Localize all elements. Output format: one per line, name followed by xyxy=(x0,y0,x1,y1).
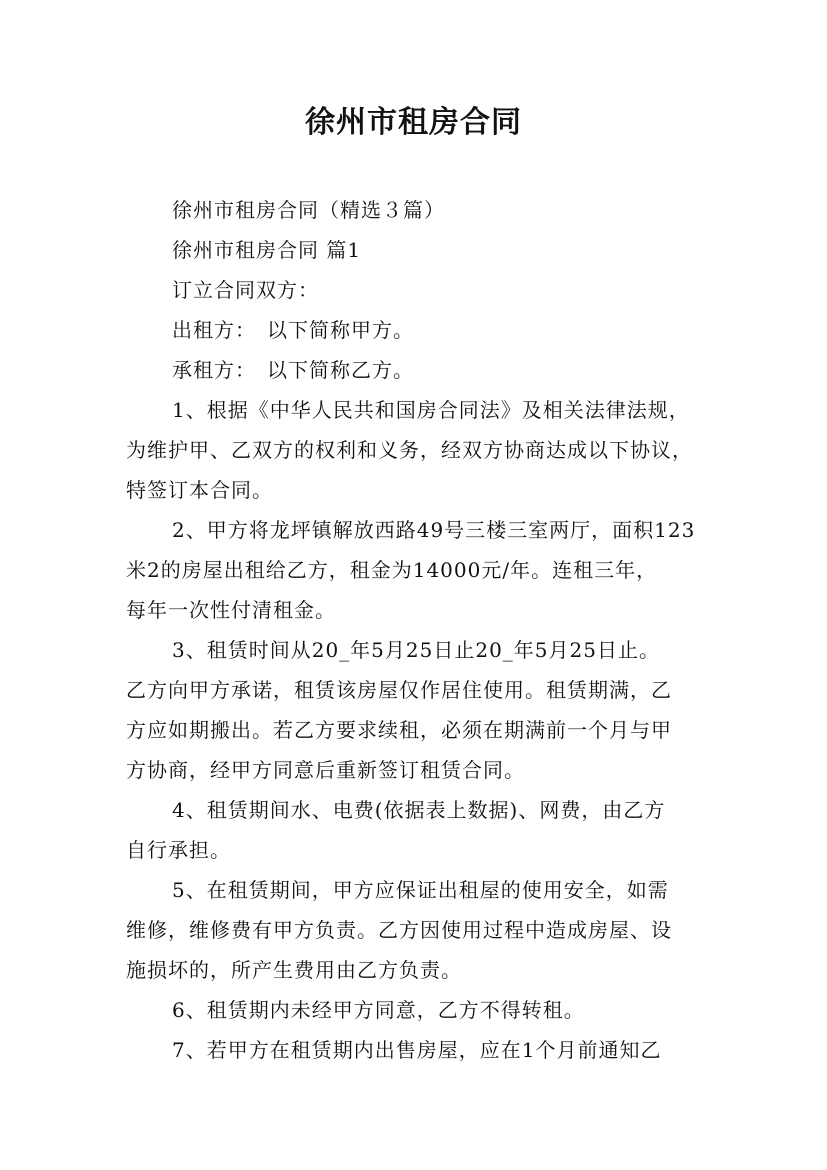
text-line: 7、若甲方在租赁期内出售房屋，应在1个月前通知乙 xyxy=(172,1038,662,1062)
text-line: 自行承担。 xyxy=(126,838,231,862)
text-line: 特签订本合同。 xyxy=(126,478,273,502)
text-line: 5、在租赁期间，甲方应保证出租屋的使用安全，如需 xyxy=(172,878,669,902)
text-line: 承租方： 以下简称乙方。 xyxy=(172,358,414,382)
text-line: 方应如期搬出。若乙方要求续租，必须在期满前一个月与甲 xyxy=(126,718,672,742)
text-line: 出租方： 以下简称甲方。 xyxy=(172,318,414,342)
text-line: 乙方向甲方承诺，租赁该房屋仅作居住使用。租赁期满，乙 xyxy=(126,678,672,702)
text-line: 2、甲方将龙坪镇解放西路49号三楼三室两厅，面积123 xyxy=(172,518,696,542)
document-title: 徐州市租房合同 xyxy=(305,105,522,140)
text-line: 1、根据《中华人民共和国房合同法》及相关法律法规， xyxy=(172,398,690,422)
text-line: 方协商，经甲方同意后重新签订租赁合同。 xyxy=(126,758,525,782)
text-line: 订立合同双方： xyxy=(172,278,319,302)
text-line: 6、租赁期内未经甲方同意，乙方不得转租。 xyxy=(172,998,585,1022)
text-line: 徐州市租房合同 篇1 xyxy=(172,238,362,262)
text-line: 为维护甲、乙双方的权利和义务，经双方协商达成以下协议， xyxy=(126,438,693,462)
text-line: 4、租赁期间水、电费(依据表上数据)、网费，由乙方 xyxy=(172,798,666,822)
text-line: 维修，维修费有甲方负责。乙方因使用过程中造成房屋、设 xyxy=(126,918,672,942)
text-line: 米2的房屋出租给乙方，租金为14000元/年。连租三年， xyxy=(126,558,658,582)
text-line: 每年一次性付清租金。 xyxy=(126,598,336,622)
text-line: 施损坏的，所产生费用由乙方负责。 xyxy=(126,958,462,982)
text-line: 3、租赁时间从20_年5月25日止20_年5月25日止。 xyxy=(172,638,660,662)
text-line: 徐州市租房合同（精选３篇） xyxy=(172,198,445,222)
